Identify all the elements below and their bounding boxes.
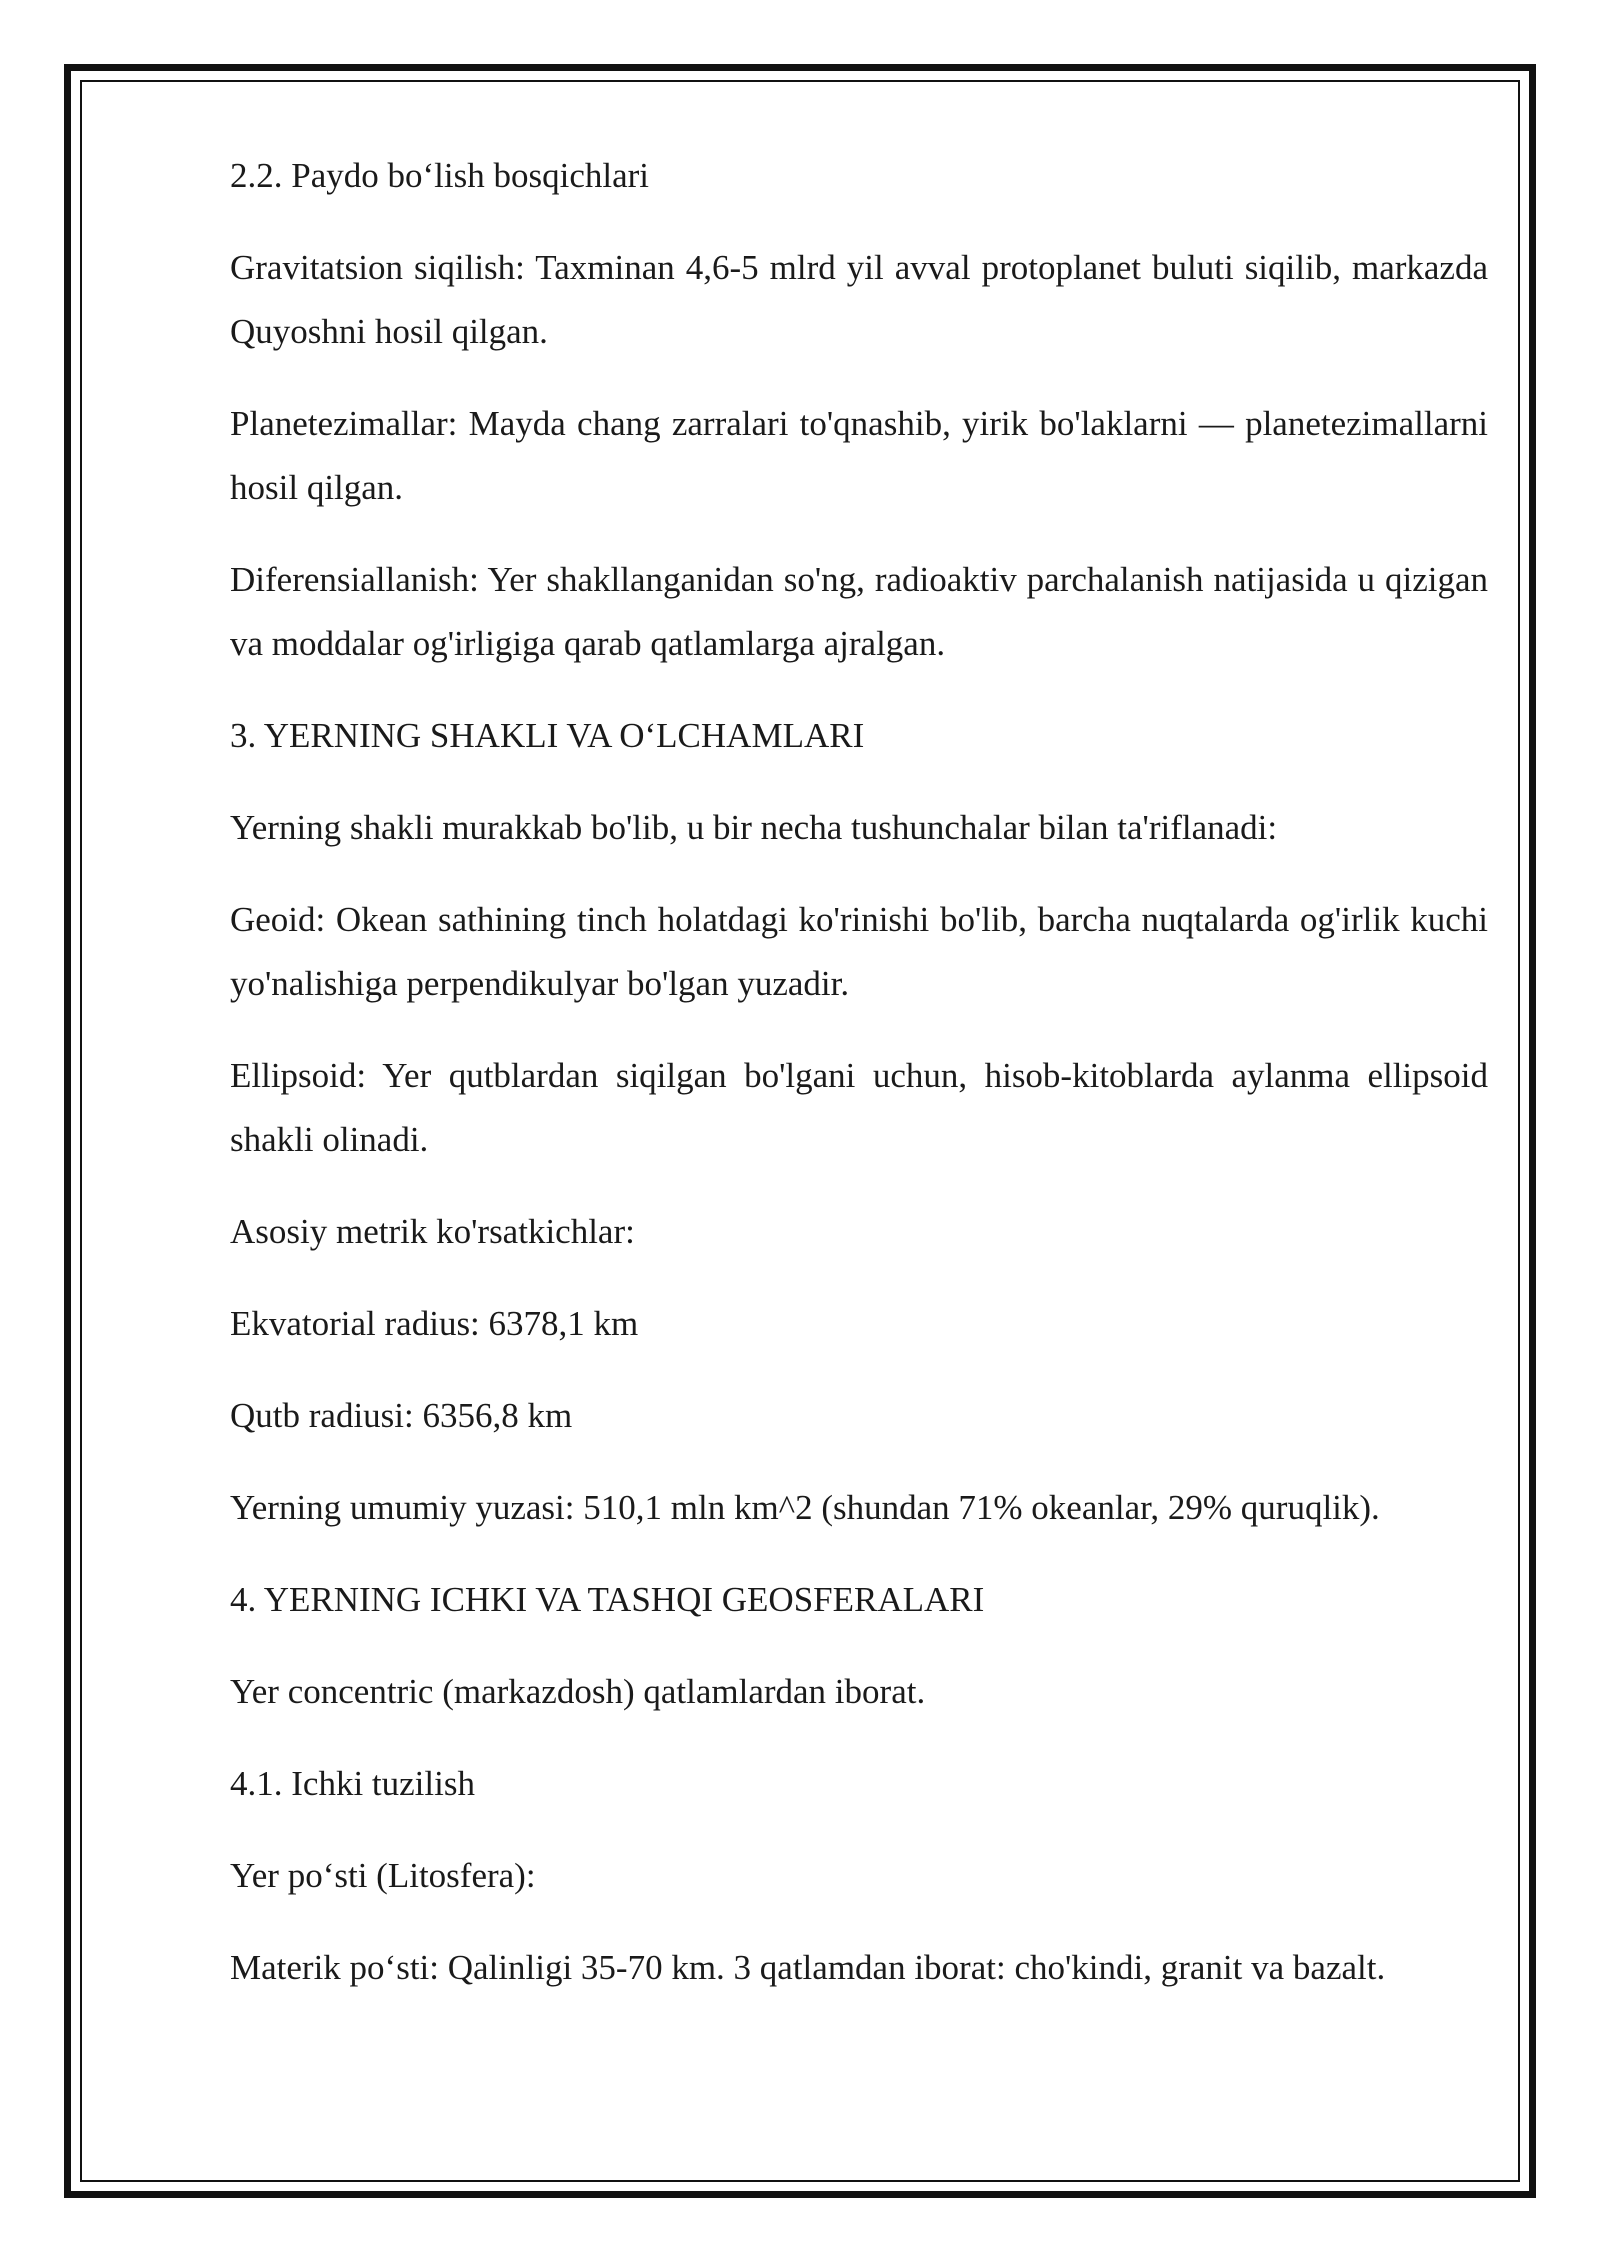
list-item: Yerning umumiy yuzasi: 510,1 mln km^2 (shundan 71% okeanlar, 29% quruqlik). [230, 1488, 1380, 1527]
list-item: Qutb radiusi: 6356,8 km [230, 1396, 573, 1435]
paragraph: Asosiy metrik ko'rsatkichlar: [230, 1212, 635, 1251]
paragraph: Ellipsoid: Yer qutblardan siqilgan bo'lgani uchun, hisob-kitoblarda aylanma ellipsoid shakli olinadi. [230, 1056, 1488, 1159]
paragraph: Geoid: Okean sathining tinch holatdagi ko'rinishi bo'lib, barcha nuqtalarda og'irlik kuchi yo'nalishiga perpendikulyar bo'lgan yuzadir. [230, 900, 1488, 1003]
section-subheading: 2.2. Paydo bo‘lish bosqichlari [230, 156, 649, 195]
list-item: Ekvatorial radius: 6378,1 km [230, 1304, 639, 1343]
paragraph: Gravitatsion siqilish: Taxminan 4,6-5 mlrd yil avval protoplanet buluti siqilib, markazda Quyoshni hosil qilgan. [230, 248, 1488, 351]
paragraph: Planetezimallar: Mayda chang zarralari to'qnashib, yirik bo'laklarni — planetezimallarni hosil qilgan. [230, 404, 1488, 507]
section-heading: 4. YERNING ICHKI VA TASHQI GEOSFERALARI [230, 1580, 985, 1619]
paragraph: Yerning shakli murakkab bo'lib, u bir necha tushunchalar bilan ta'riflanadi: [230, 808, 1278, 847]
document-body [230, 144, 1488, 2028]
paragraph: Diferensiallanish: Yer shakllanganidan so'ng, radioaktiv parchalanish natijasida u qizigan va moddalar og'irligiga qarab qatlamlarga ajralgan. [230, 560, 1488, 663]
paragraph: Yer concentric (markazdosh) qatlamlardan iborat. [230, 1672, 926, 1711]
paragraph: Materik po‘sti: Qalinligi 35-70 km. 3 qatlamdan iborat: cho'kindi, granit va bazalt. [230, 1948, 1386, 1987]
section-heading: 3. YERNING SHAKLI VA O‘LCHAMLARI [230, 716, 865, 755]
paragraph: Yer po‘sti (Litosfera): [230, 1856, 536, 1895]
section-subheading: 4.1. Ichki tuzilish [230, 1764, 475, 1803]
